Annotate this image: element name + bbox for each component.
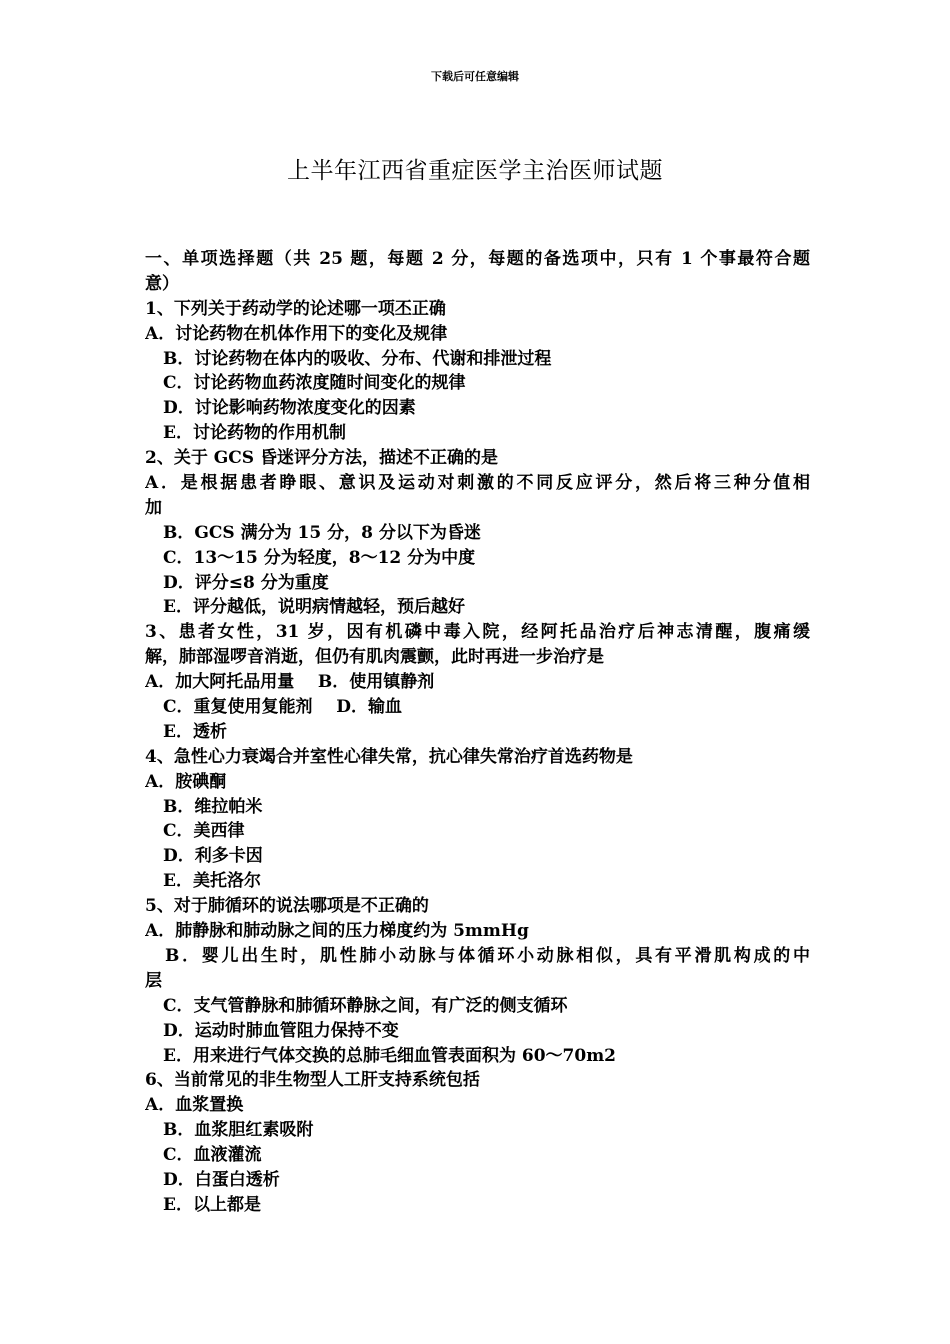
question-4-option-a: A．胺碘酮 xyxy=(145,771,227,792)
question-2-option-a-cont: 加 xyxy=(145,497,162,518)
section-heading-line-2: 意） xyxy=(145,273,179,294)
question-4-stem: 4、急性心力衰竭合并室性心律失常，抗心律失常治疗首选药物是 xyxy=(145,746,633,767)
question-6-option-d: D．白蛋白透析 xyxy=(163,1169,280,1190)
question-1-option-b: B．讨论药物在体内的吸收、分布、代谢和排泄过程 xyxy=(163,348,552,369)
question-1-stem: 1、下列关于药动学的论述哪一项丕正确 xyxy=(145,298,446,319)
question-1-option-d: D．讨论影响药物浓度变化的因素 xyxy=(163,398,416,419)
question-4-option-c: C．美西律 xyxy=(163,821,245,842)
question-3-stem: 3、患者女性，31 岁，因有机磷中毒入院，经阿托品治疗后神志清醒，腹痛缓 xyxy=(145,622,810,643)
question-5-option-c: C．支气管静脉和肺循环静脉之间，有广泛的侧支循环 xyxy=(163,995,568,1016)
question-6-option-a: A．血浆置换 xyxy=(145,1095,244,1116)
question-4-option-d: D．利多卡因 xyxy=(163,846,263,867)
question-2-option-d: D．评分≤8 分为重度 xyxy=(163,572,329,593)
question-2-stem: 2、关于 GCS 昏迷评分方法，描述不正确的是 xyxy=(145,448,498,469)
header-note: 下载后可任意编辑 xyxy=(431,70,519,83)
question-6-option-b: B．血浆胆红素吸附 xyxy=(163,1120,314,1141)
question-2-option-b: B．GCS 满分为 15 分，8 分以下为昏迷 xyxy=(163,522,481,543)
document-title: 上半年江西省重症医学主治医师试题 xyxy=(287,158,663,184)
question-1-option-c: C．讨论药物血药浓度随时间变化的规律 xyxy=(163,373,466,394)
question-5-option-d: D．运动时肺血管阻力保持不变 xyxy=(163,1020,399,1041)
question-3-option-e: E．透析 xyxy=(163,721,227,742)
question-5-option-a: A．肺静脉和肺动脉之间的压力梯度约为 5mmHg xyxy=(145,921,529,942)
question-5-option-b-cont: 层 xyxy=(145,970,162,991)
question-1-option-a: A．讨论药物在机体作用下的变化及规律 xyxy=(145,323,448,344)
question-5-option-b: B．婴儿出生时，肌性肺小动脉与体循环小动脉相似，具有平滑肌构成的中 xyxy=(165,945,810,966)
question-6-option-e: E．以上都是 xyxy=(163,1194,261,1215)
question-1-option-e: E．讨论药物的作用机制 xyxy=(163,423,346,444)
question-3-option-c-d: C．重复使用复能剂 D．输血 xyxy=(163,697,402,718)
section-heading-line-1: 一、单项选择题（共 25 题，每题 2 分，每题的备选项中，只有 1 个事最符合题 xyxy=(145,249,810,269)
question-3-stem-cont: 解，肺部湿啰音消逝，但仍有肌肉震颤，此时再进一步治疗是 xyxy=(145,647,604,668)
question-6-stem: 6、当前常见的非生物型人工肝支持系统包括 xyxy=(145,1070,480,1091)
question-6-option-c: C．血液灌流 xyxy=(163,1145,262,1166)
question-2-option-c: C．13～15 分为轻度，8～12 分为中度 xyxy=(163,547,476,568)
question-5-stem: 5、对于肺循环的说法哪项是不正确的 xyxy=(145,896,429,917)
question-3-option-a-b: A．加大阿托品用量 B．使用镇静剂 xyxy=(145,672,435,693)
document-body xyxy=(145,247,810,1218)
question-2-option-a: A．是根据患者睁眼、意识及运动对刺激的不同反应评分，然后将三种分值相 xyxy=(145,473,810,494)
question-2-option-e: E．评分越低，说明病情越轻，预后越好 xyxy=(163,597,465,618)
question-5-option-e: E．用来进行气体交换的总肺毛细血管表面积为 60～70m2 xyxy=(163,1045,617,1066)
question-4-option-e: E．美托洛尔 xyxy=(163,871,261,892)
question-4-option-b: B．维拉帕米 xyxy=(163,796,263,817)
